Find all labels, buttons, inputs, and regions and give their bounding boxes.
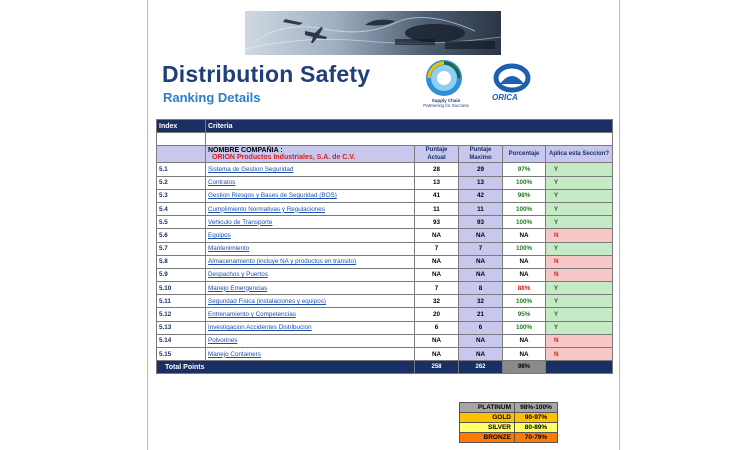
puntaje-actual: 7 <box>415 282 459 295</box>
row-index: 5.14 <box>157 334 206 347</box>
table-row <box>157 163 613 176</box>
criteria-link[interactable]: Cumplimiento Normativas y Regulaciones <box>206 202 415 215</box>
puntaje-maximo: NA <box>459 268 503 281</box>
row-index: 5.6 <box>157 229 206 242</box>
supply-chain-logo-text <box>416 98 476 108</box>
legend-row <box>460 403 558 413</box>
company-label: NOMBRE COMPAÑIA : <box>208 147 283 155</box>
criteria-link[interactable]: Manejo Emergencias <box>206 282 415 295</box>
header-banner-image <box>245 11 501 55</box>
table-row <box>157 321 613 334</box>
puntaje-maximo: NA <box>459 229 503 242</box>
table-row <box>157 334 613 347</box>
ranking-table <box>156 119 613 374</box>
row-index: 5.15 <box>157 348 206 361</box>
porcentaje: 100% <box>503 176 546 189</box>
porcentaje: NA <box>503 334 546 347</box>
porcentaje: 100% <box>503 202 546 215</box>
aplica-seccion: Y <box>546 189 613 202</box>
legend-level: PLATINUM <box>460 403 515 413</box>
company-cell <box>206 146 415 163</box>
puntaje-actual: 7 <box>415 242 459 255</box>
col-aplica: Aplica esta Seccion? <box>546 146 613 163</box>
porcentaje: NA <box>503 348 546 361</box>
spacer-cell <box>157 133 206 146</box>
column-header-row <box>157 146 613 163</box>
row-index: 5.5 <box>157 216 206 229</box>
puntaje-actual: NA <box>415 334 459 347</box>
table-row <box>157 189 613 202</box>
table-row <box>157 255 613 268</box>
table-header-row <box>157 120 613 133</box>
row-index: 5.12 <box>157 308 206 321</box>
report-title: Distribution Safety <box>162 61 371 87</box>
table-row <box>157 229 613 242</box>
company-name: ORION Productos Industriales, S.A. de C.V. <box>212 154 356 162</box>
criteria-header: Criteria <box>206 120 613 133</box>
puntaje-maximo: 11 <box>459 202 503 215</box>
table-row <box>157 176 613 189</box>
aplica-seccion: Y <box>546 282 613 295</box>
blank-header-cell <box>157 146 206 163</box>
puntaje-maximo: 29 <box>459 163 503 176</box>
table-body <box>157 163 613 361</box>
porcentaje: 100% <box>503 242 546 255</box>
puntaje-maximo: 6 <box>459 321 503 334</box>
legend-row <box>460 423 558 433</box>
puntaje-maximo: 42 <box>459 189 503 202</box>
legend-level: SILVER <box>460 423 515 433</box>
total-row <box>157 361 613 374</box>
total-blank <box>546 361 613 374</box>
col-puntaje-maximo: Puntaje Maximo <box>459 146 503 163</box>
total-pct: 98% <box>503 361 546 374</box>
puntaje-actual: 28 <box>415 163 459 176</box>
legend-row <box>460 413 558 423</box>
criteria-link[interactable]: Manejo Containers <box>206 348 415 361</box>
aplica-seccion: N <box>546 268 613 281</box>
puntaje-actual: NA <box>415 229 459 242</box>
col-puntaje-actual: Puntaje Actual <box>415 146 459 163</box>
puntaje-maximo: NA <box>459 334 503 347</box>
table-row <box>157 295 613 308</box>
legend-range: 98%-100% <box>515 403 558 413</box>
row-index: 5.8 <box>157 255 206 268</box>
row-index: 5.11 <box>157 295 206 308</box>
puntaje-maximo: NA <box>459 255 503 268</box>
ranking-legend <box>459 402 558 443</box>
puntaje-actual: NA <box>415 268 459 281</box>
table-row <box>157 242 613 255</box>
aplica-seccion: Y <box>546 295 613 308</box>
porcentaje: 95% <box>503 308 546 321</box>
aplica-seccion: N <box>546 334 613 347</box>
legend-range: 80-89% <box>515 423 558 433</box>
criteria-link[interactable]: Seguridad Fisica (instalaciones y equipos) <box>206 295 415 308</box>
criteria-link[interactable]: Sistema de Gestion Seguridad <box>206 163 415 176</box>
row-index: 5.4 <box>157 202 206 215</box>
porcentaje: 88% <box>503 282 546 295</box>
orica-logo-text: ORICA <box>492 93 518 102</box>
porcentaje: 100% <box>503 295 546 308</box>
row-index: 5.1 <box>157 163 206 176</box>
puntaje-maximo: 7 <box>459 242 503 255</box>
aplica-seccion: Y <box>546 242 613 255</box>
aplica-seccion: Y <box>546 202 613 215</box>
puntaje-maximo: 21 <box>459 308 503 321</box>
aplica-seccion: Y <box>546 216 613 229</box>
puntaje-actual: 20 <box>415 308 459 321</box>
puntaje-actual: 13 <box>415 176 459 189</box>
supply-chain-logo-line: Supply Chain <box>431 98 461 103</box>
criteria-link[interactable]: Mantenimiento <box>206 242 415 255</box>
puntaje-actual: 6 <box>415 321 459 334</box>
legend-range: 90-97% <box>515 413 558 423</box>
spacer-row <box>157 133 613 146</box>
porcentaje: 97% <box>503 163 546 176</box>
row-index: 5.7 <box>157 242 206 255</box>
aplica-seccion: Y <box>546 176 613 189</box>
puntaje-actual: 93 <box>415 216 459 229</box>
porcentaje: NA <box>503 229 546 242</box>
aplica-seccion: Y <box>546 308 613 321</box>
table-row <box>157 282 613 295</box>
col-porcentaje: Porcentaje <box>503 146 546 163</box>
aplica-seccion: N <box>546 255 613 268</box>
legend-level: BRONZE <box>460 433 515 443</box>
criteria-link[interactable]: Gestion Riesgos y Bases de Seguridad (BOS) <box>206 189 415 202</box>
porcentaje: 98% <box>503 189 546 202</box>
table-row <box>157 202 613 215</box>
table-row <box>157 308 613 321</box>
index-header: Index <box>157 120 206 133</box>
puntaje-maximo: NA <box>459 348 503 361</box>
porcentaje: NA <box>503 255 546 268</box>
criteria-link[interactable]: Contratos <box>206 176 415 189</box>
total-label: Total Points <box>157 361 415 374</box>
row-index: 5.9 <box>157 268 206 281</box>
total-actual: 258 <box>415 361 459 374</box>
legend-range: 70-79% <box>515 433 558 443</box>
table-row <box>157 216 613 229</box>
legend-level: GOLD <box>460 413 515 423</box>
puntaje-actual: 11 <box>415 202 459 215</box>
criteria-link[interactable]: Equipos <box>206 229 415 242</box>
row-index: 5.13 <box>157 321 206 334</box>
porcentaje: 100% <box>503 321 546 334</box>
criteria-link[interactable]: Despachos y Puertos <box>206 268 415 281</box>
table-row <box>157 268 613 281</box>
puntaje-actual: 41 <box>415 189 459 202</box>
puntaje-maximo: 13 <box>459 176 503 189</box>
criteria-link[interactable]: Polvorines <box>206 334 415 347</box>
puntaje-actual: 32 <box>415 295 459 308</box>
aplica-seccion: Y <box>546 321 613 334</box>
report-sheet <box>147 0 620 450</box>
criteria-link[interactable]: Investigacion Accidentes Distribucion <box>206 321 415 334</box>
criteria-link[interactable]: Almacenamiento (incluye NA y productos en transito) <box>206 255 415 268</box>
puntaje-maximo: 32 <box>459 295 503 308</box>
aplica-seccion: N <box>546 348 613 361</box>
report-subtitle: Ranking Details <box>163 90 261 105</box>
aplica-seccion: N <box>546 229 613 242</box>
row-index: 5.10 <box>157 282 206 295</box>
legend-row <box>460 433 558 443</box>
porcentaje: NA <box>503 268 546 281</box>
total-max: 262 <box>459 361 503 374</box>
criteria-link[interactable]: Vehiculo de Transporte <box>206 216 415 229</box>
criteria-link[interactable]: Entrenamiento y Competencias <box>206 308 415 321</box>
puntaje-maximo: 8 <box>459 282 503 295</box>
row-index: 5.2 <box>157 176 206 189</box>
aplica-seccion: Y <box>546 163 613 176</box>
table-row <box>157 348 613 361</box>
row-index: 5.3 <box>157 189 206 202</box>
porcentaje: 100% <box>503 216 546 229</box>
puntaje-maximo: 93 <box>459 216 503 229</box>
puntaje-actual: NA <box>415 255 459 268</box>
supply-chain-logo-icon <box>424 58 464 98</box>
puntaje-actual: NA <box>415 348 459 361</box>
supply-chain-logo-tagline: Partnering for Success <box>423 103 469 108</box>
spacer-cell <box>206 133 613 146</box>
